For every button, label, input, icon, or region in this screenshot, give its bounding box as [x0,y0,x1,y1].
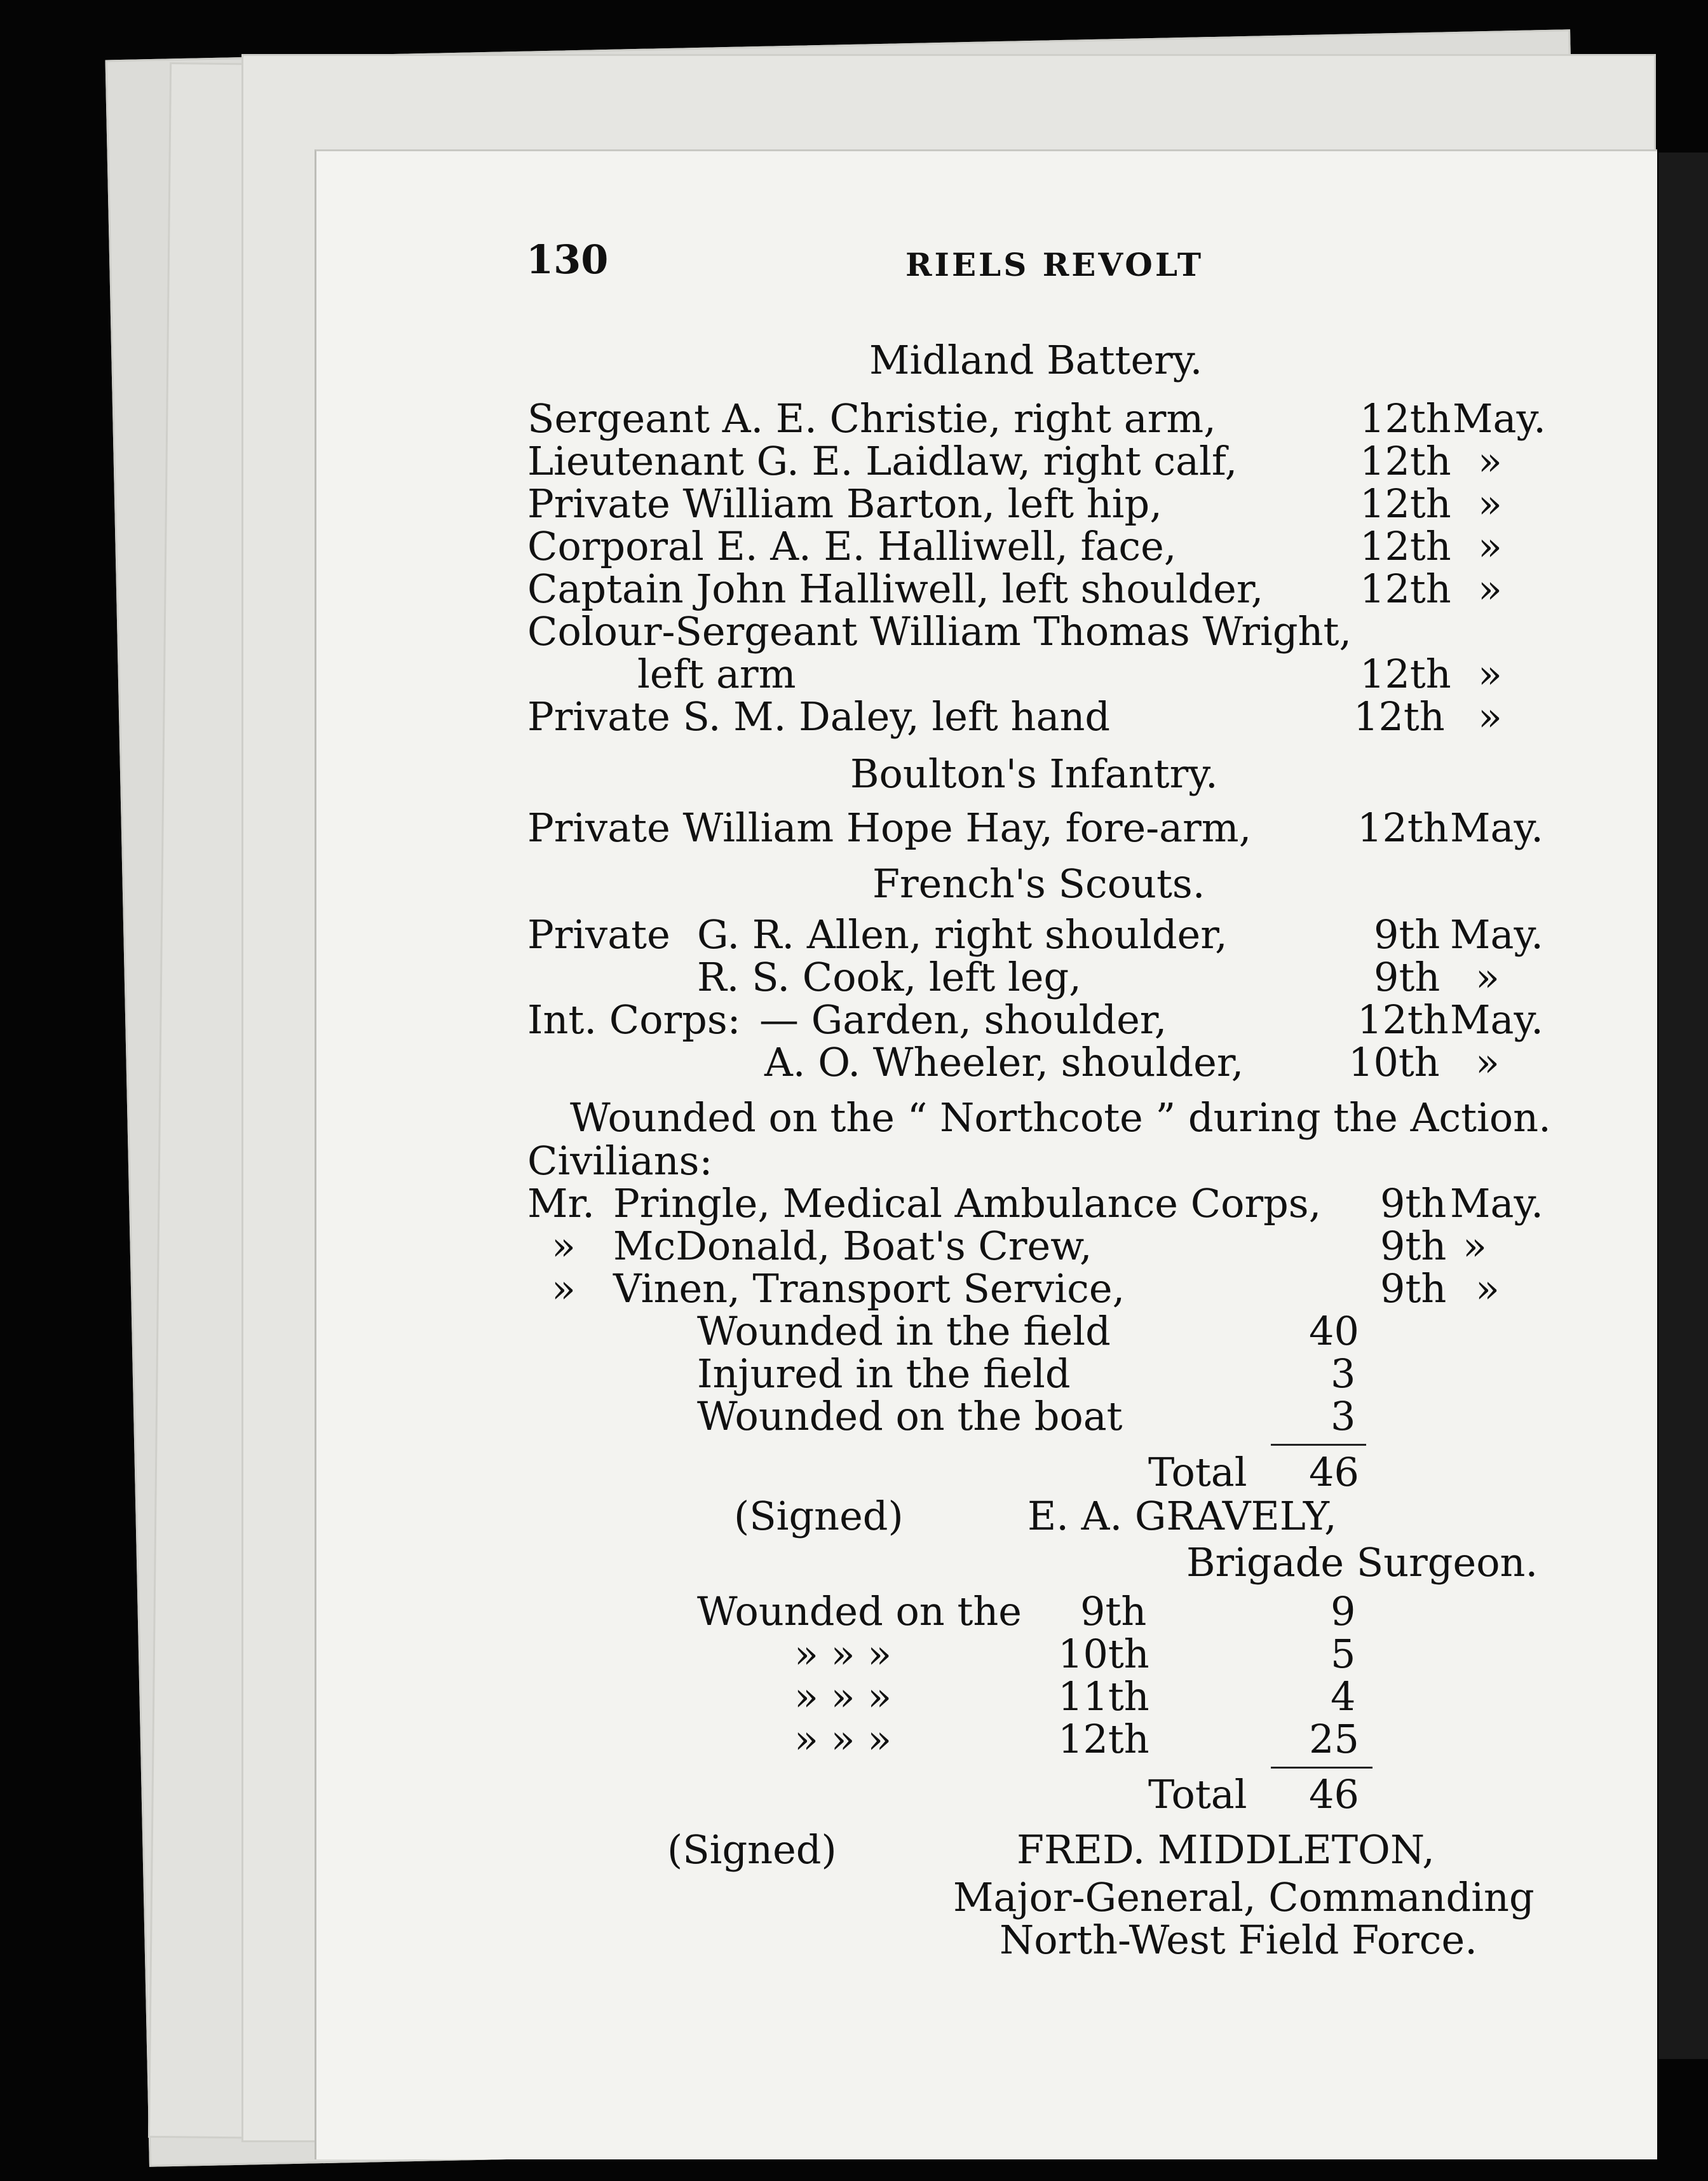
summary-label: Wounded on the boat [697,1393,1123,1439]
casualty-name: — Garden, shoulder, [759,996,1167,1043]
casualty-month: May. [1450,911,1543,958]
casualty-prefix: Private [527,911,670,958]
civilians-label: Civilians: [527,1138,713,1184]
casualty-name: Private William Barton, left hip, [527,480,1162,527]
signed-label: (Signed) [734,1493,904,1539]
casualty-day: 10th [1348,1039,1440,1085]
total-rule [1271,1444,1366,1446]
casualty-prefix: Mr. [527,1180,595,1226]
casualty-month: May. [1450,805,1543,851]
casualty-day: 12th [1360,438,1451,484]
daily-label: » » » [794,1673,892,1720]
total-label: Total [1148,1449,1247,1495]
casualty-prefix: Int. Corps: [527,996,741,1043]
casualty-name: A. O. Wheeler, shoulder, [764,1039,1244,1085]
casualty-day: 9th [1380,1223,1447,1269]
casualty-month: May. [1453,395,1546,442]
casualty-month: » [1475,1039,1500,1085]
casualty-month: » [1475,954,1500,1000]
total-rule [1271,1767,1372,1769]
daily-label: » » » [794,1631,892,1677]
casualty-name: Private William Hope Hay, fore-arm, [527,805,1252,851]
signer-title-line2: North-West Field Force. [1000,1917,1477,1963]
casualty-name: Lieutenant G. E. Laidlaw, right calf, [527,438,1238,484]
section-heading-boulton: Boulton's Infantry. [850,751,1218,797]
casualty-prefix: » [552,1265,576,1312]
casualty-month: » [1478,523,1502,569]
summary-value: 3 [1331,1393,1356,1439]
casualty-month: » [1475,1265,1500,1312]
daily-value: 5 [1331,1631,1356,1677]
daily-label: Wounded on the [697,1588,1022,1634]
signer-name: E. A. GRAVELY, [1027,1493,1337,1539]
casualty-name: Captain John Halliwell, left shoulder, [527,566,1264,612]
casualty-name: left arm [637,651,796,697]
facing-page-edge [1658,153,1708,2059]
casualty-day: 12th [1360,523,1451,569]
casualty-month: » [1463,1223,1487,1269]
casualty-name: Pringle, Medical Ambulance Corps, [613,1180,1322,1226]
casualty-month: » [1478,693,1502,740]
signer-title: Brigade Surgeon. [1186,1539,1538,1586]
daily-value: 4 [1331,1673,1356,1720]
casualty-day: 12th [1357,805,1449,851]
daily-value: 9 [1331,1588,1356,1634]
casualty-name: Sergeant A. E. Christie, right arm, [527,395,1216,442]
summary-label: Wounded in the field [697,1308,1111,1354]
total-value: 46 [1309,1449,1359,1495]
casualty-day: 12th [1360,651,1451,697]
daily-day: 9th [1080,1588,1147,1634]
summary-value: 3 [1331,1350,1356,1397]
daily-day: 11th [1058,1673,1149,1720]
casualty-prefix: » [552,1223,576,1269]
casualty-day: 9th [1374,911,1440,958]
summary-label: Injured in the field [697,1350,1071,1397]
casualty-month: » [1478,438,1502,484]
section-heading-northcote: Wounded on the “ Northcote ” during the Action. [570,1094,1551,1141]
section-heading-midland: Midland Battery. [869,337,1203,383]
daily-value: 25 [1309,1716,1359,1762]
casualty-name: Colour-Sergeant William Thomas Wright, [527,608,1352,655]
casualty-day: 12th [1357,996,1449,1043]
casualty-month: May. [1450,996,1543,1043]
casualty-name: Corporal E. A. E. Halliwell, face, [527,523,1177,569]
daily-day: 12th [1058,1716,1149,1762]
casualty-month: May. [1450,1180,1543,1226]
casualty-day: 12th [1360,566,1451,612]
total-value: 46 [1309,1771,1359,1818]
casualty-month: » [1478,651,1502,697]
casualty-day: 12th [1360,480,1451,527]
casualty-month: » [1478,566,1502,612]
summary-value: 40 [1309,1308,1359,1354]
casualty-name: Private S. M. Daley, left hand [527,693,1111,740]
casualty-day: 9th [1380,1265,1447,1312]
casualty-name: G. R. Allen, right shoulder, [697,911,1228,958]
daily-day: 10th [1058,1631,1149,1677]
signer-title-line1: Major-General, Commanding [953,1874,1535,1920]
running-title: RIELS REVOLT [905,246,1204,283]
signed-label: (Signed) [667,1826,837,1873]
casualty-name: Vinen, Transport Service, [613,1265,1125,1312]
page-number: 130 [526,236,609,283]
casualty-day: 12th [1360,395,1451,442]
casualty-name: McDonald, Boat's Crew, [613,1223,1092,1269]
casualty-day: 9th [1374,954,1440,1000]
casualty-day: 12th [1353,693,1445,740]
section-heading-french: French's Scouts. [872,860,1205,907]
signer-name: FRED. MIDDLETON, [1017,1826,1435,1873]
casualty-name: R. S. Cook, left leg, [697,954,1081,1000]
total-label: Total [1148,1771,1247,1818]
daily-label: » » » [794,1716,892,1762]
casualty-day: 9th [1380,1180,1447,1226]
casualty-month: » [1478,480,1502,527]
